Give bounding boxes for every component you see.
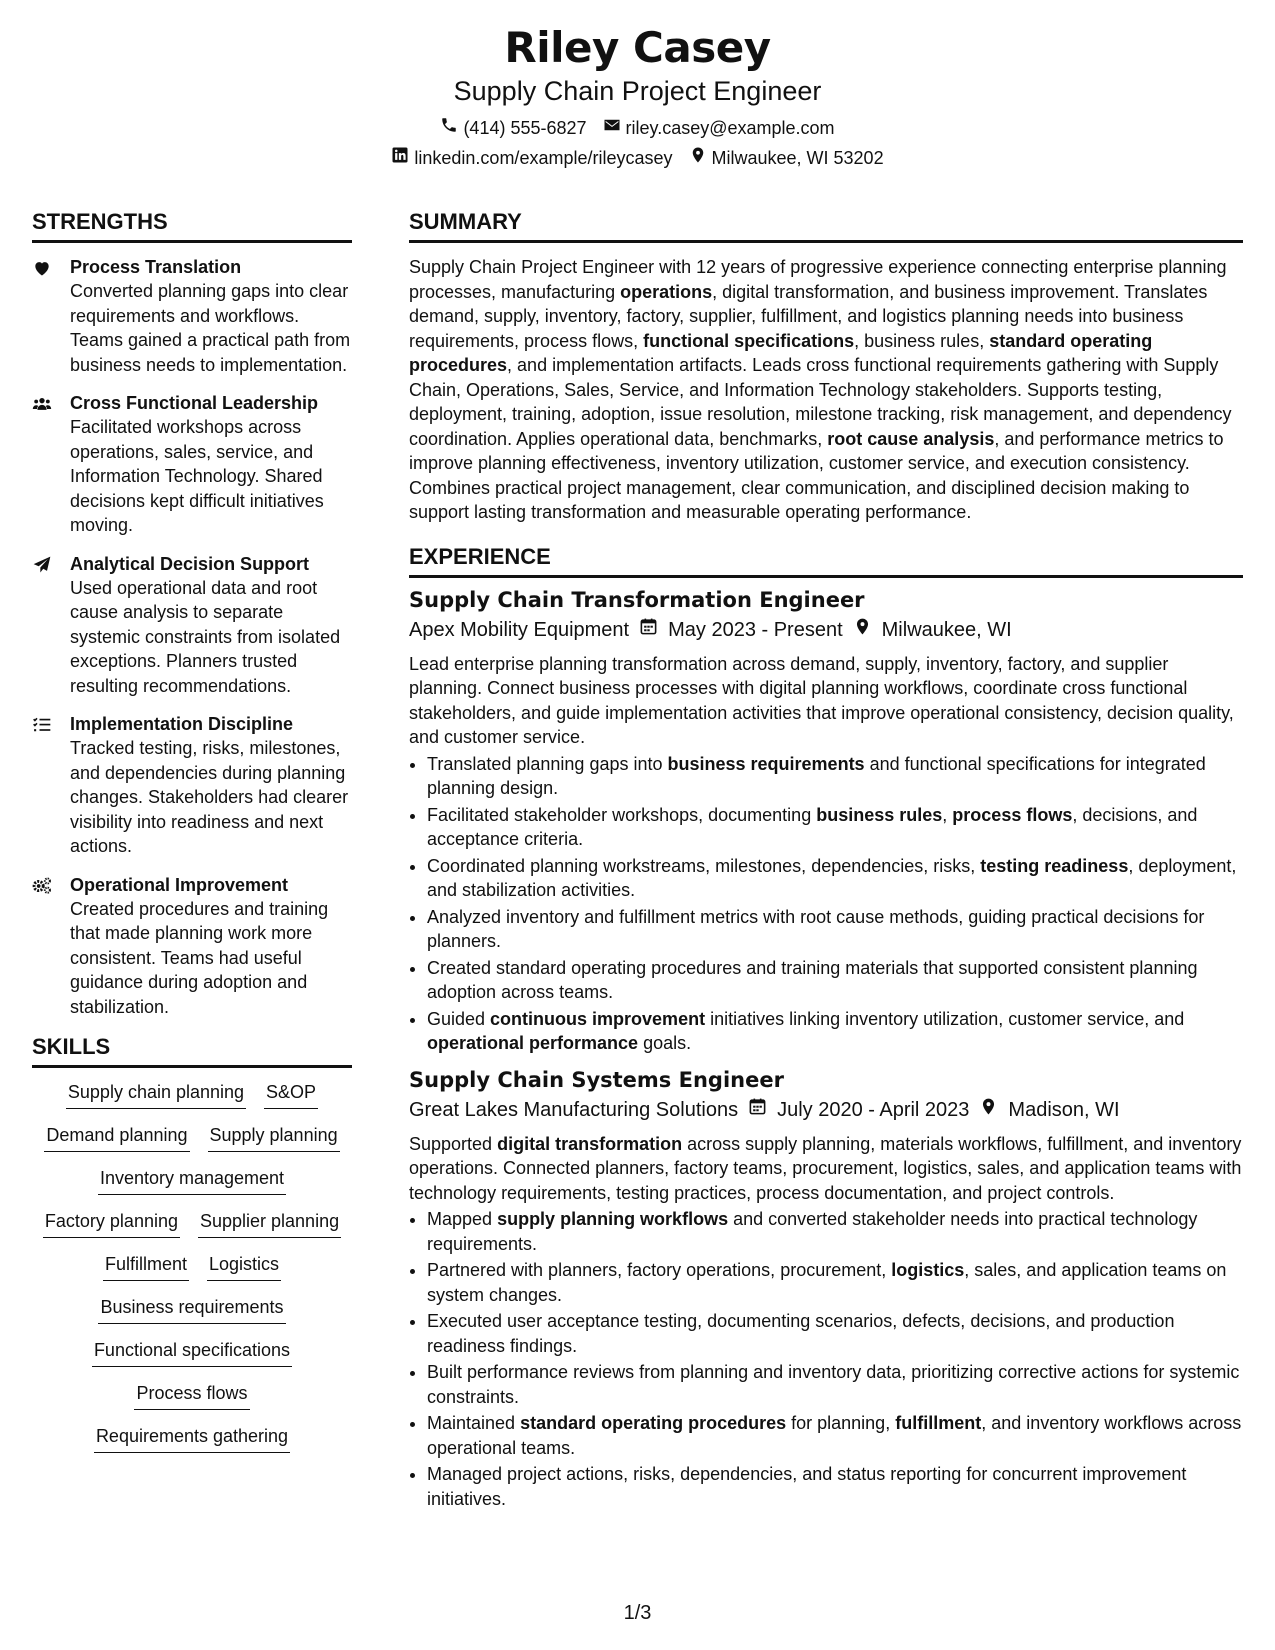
map-pin-icon <box>689 146 707 170</box>
job-location <box>853 616 1012 644</box>
job-bullets <box>409 752 1243 1056</box>
job-entry <box>409 1066 1243 1512</box>
skill-tag: Inventory management <box>98 1166 286 1195</box>
text-run: Mapped <box>427 1209 498 1229</box>
bold-keyword: standard operating procedures <box>409 330 1153 375</box>
skill-tag: Supply chain planning <box>66 1080 246 1109</box>
calendar-icon <box>639 616 658 644</box>
date-range: July 2020 - April 2023 <box>777 1098 970 1121</box>
candidate-title: Supply Chain Project Engineer <box>453 76 822 106</box>
strength-item <box>32 873 352 1020</box>
strength-description: Facilitated workshops across operations, sales, service, and Information Technology. Shared decisions kept difficult initiatives moving. <box>70 417 324 535</box>
envelope-icon <box>603 116 621 140</box>
skills-section <box>32 1033 352 1453</box>
bullet-item <box>427 1462 1243 1511</box>
text-run: and converted stakeholder needs into practical technology requirements. <box>427 1209 1198 1254</box>
text-run: , and performance metrics to improve planning effectiveness, inventory utilization, customer service, and execution consistency. Combines practical project management, clear communication, and disciplined decision making to support lasting transformation and measurable operating performance. <box>409 428 1224 522</box>
phone-text: (414) 555-6827 <box>463 118 587 138</box>
bullet-item <box>427 1258 1243 1307</box>
text-run: , <box>942 804 953 825</box>
job-title: Supply Chain Systems Engineer <box>409 1067 784 1092</box>
text-run: Managed project actions, risks, dependencies, and status reporting for concurrent improvement initiatives. <box>427 1464 1187 1509</box>
text-run: Created standard operating procedures and training materials that supported consistent planning adoption across teams. <box>427 957 1198 1002</box>
text-run: Supply Chain Project Engineer with 12 years of progressive experience connecting enterprise planning processes, manufacturing <box>409 257 1227 302</box>
text-run: Lead enterprise planning transformation across demand, supply, inventory, factory, and supplier planning. Connect business processes with digital planning workflows, coordinate cross functional stakeholders, and guide implementation activities that improve operational consistency, decision quality, and customer service. <box>409 653 1234 747</box>
skill-tag: Requirements gathering <box>94 1424 290 1453</box>
text-run: , and inventory workflows across operational teams. <box>427 1413 1242 1458</box>
bullet-item <box>427 1360 1243 1409</box>
job-dates <box>748 1096 969 1124</box>
bullet-item <box>427 905 1243 954</box>
email-text: riley.casey@example.com <box>625 118 835 138</box>
job-entry <box>409 586 1243 1056</box>
skills-list <box>32 1080 352 1453</box>
summary-heading: SUMMARY <box>409 208 1243 243</box>
strength-description: Converted planning gaps into clear requirements and workflows. Teams gained a practical path from business needs to implementation. <box>70 281 351 375</box>
bold-keyword: standard operating procedures <box>520 1413 787 1433</box>
skill-tag: Functional specifications <box>92 1338 292 1367</box>
bold-keyword: digital transformation <box>497 1133 683 1154</box>
skill-tag: Demand planning <box>44 1123 189 1152</box>
job-location <box>979 1096 1119 1124</box>
text-run: Translated planning gaps into <box>427 753 668 774</box>
text-run: and functional specifications for integrated planning design. <box>427 753 1206 798</box>
text-run: for planning, <box>786 1413 896 1433</box>
strength-item <box>32 712 352 859</box>
paper-plane-icon <box>32 552 70 699</box>
bold-keyword: operations <box>620 281 713 302</box>
gears-icon <box>32 873 70 1020</box>
strength-description: Tracked testing, risks, milestones, and dependencies during planning changes. Stakeholders had clearer visibility into readiness and next actions. <box>70 738 349 856</box>
skill-tag: Supply planning <box>208 1123 340 1152</box>
strength-name: Implementation Discipline <box>70 714 294 734</box>
job-meta <box>409 1096 1243 1124</box>
job-dates <box>639 616 843 644</box>
text-run: , business rules, <box>854 330 990 351</box>
location-text: Milwaukee, WI 53202 <box>711 148 884 168</box>
strength-item <box>32 552 352 699</box>
bold-keyword: testing readiness <box>980 855 1129 876</box>
strength-description: Used operational data and root cause analysis to separate systemic constraints from isolated exceptions. Planners trusted resulting recommendations. <box>70 577 341 696</box>
job-description <box>409 1132 1243 1206</box>
experience-heading: EXPERIENCE <box>409 543 1243 578</box>
date-range: May 2023 - Present <box>668 618 843 641</box>
text-run: Supported <box>409 1133 498 1154</box>
skill-tag: Process flows <box>134 1381 249 1410</box>
bullet-item <box>427 1411 1243 1460</box>
company-name: Apex Mobility Equipment <box>409 618 630 641</box>
bold-keyword: functional specifications <box>643 330 855 351</box>
text-run: Maintained <box>427 1413 521 1433</box>
company-name: Great Lakes Manufacturing Solutions <box>409 1098 739 1121</box>
bullet-item <box>427 1309 1243 1358</box>
strength-name: Analytical Decision Support <box>70 553 310 574</box>
contact-row-1 <box>0 116 1275 140</box>
text-run: , deployment, and stabilization activities. <box>427 855 1237 900</box>
bold-keyword: continuous improvement <box>490 1008 706 1029</box>
bullet-item <box>427 1007 1243 1056</box>
bullet-item <box>427 752 1243 801</box>
text-run: Guided <box>427 1008 491 1029</box>
strength-name: Cross Functional Leadership <box>70 393 319 413</box>
bold-keyword: business requirements <box>667 753 865 774</box>
email-contact[interactable] <box>603 116 835 140</box>
strength-item <box>32 391 352 538</box>
text-run: Built performance reviews from planning and inventory data, prioritizing corrective actions for systemic constraints. <box>427 1362 1240 1407</box>
strengths-heading: STRENGTHS <box>32 208 352 243</box>
bold-keyword: operational performance <box>427 1033 639 1053</box>
skill-tag: Supplier planning <box>198 1209 341 1238</box>
location-text: Milwaukee, WI <box>881 618 1012 641</box>
skill-tag: Factory planning <box>43 1209 180 1238</box>
strength-name: Process Translation <box>70 257 242 277</box>
bullet-item <box>427 1207 1243 1256</box>
summary-text <box>409 255 1243 525</box>
text-run: Coordinated planning workstreams, milestones, dependencies, risks, <box>427 855 981 876</box>
bullet-item <box>427 956 1243 1005</box>
job-bullets <box>409 1207 1243 1511</box>
map-pin-icon <box>979 1096 998 1124</box>
text-run: , sales, and application teams on system changes. <box>427 1260 1227 1305</box>
strength-name: Operational Improvement <box>70 874 289 895</box>
list-check-icon <box>32 712 70 859</box>
text-run: Executed user acceptance testing, documenting scenarios, defects, decisions, and production readiness findings. <box>427 1311 1175 1356</box>
bold-keyword: root cause analysis <box>827 428 995 449</box>
text-run: Analyzed inventory and fulfillment metrics with root cause methods, guiding practical decisions for planners. <box>427 906 1205 951</box>
skill-tag: Fulfillment <box>103 1252 189 1281</box>
bold-keyword: process flows <box>952 804 1073 825</box>
text-run: , digital transformation, and business improvement. Translates demand, supply, inventory, factory, supplier, fulfillment, and logistics planning needs into business requirements, process flows, <box>409 281 1208 351</box>
skill-tag: S&OP <box>264 1080 318 1109</box>
candidate-name: Riley Casey <box>504 23 771 72</box>
experience-list <box>409 586 1243 1512</box>
skill-tag: Logistics <box>207 1252 281 1281</box>
text-run: Facilitated stakeholder workshops, documenting <box>427 804 817 825</box>
job-meta <box>409 616 1243 644</box>
bold-keyword: logistics <box>891 1260 965 1280</box>
users-icon <box>32 391 70 538</box>
page-number: 1/3 <box>623 1602 652 1624</box>
skills-heading: SKILLS <box>32 1033 352 1068</box>
text-run: across supply planning, materials workflows, fulfillment, and inventory operations. Connected planners, factory teams, procurement, logistics, sales, and application teams with technology requirements, testing practices, process documentation, and project controls. <box>409 1133 1242 1203</box>
skill-tag: Business requirements <box>98 1295 285 1324</box>
job-title: Supply Chain Transformation Engineer <box>409 587 865 612</box>
job-description <box>409 652 1243 750</box>
text-run: , and implementation artifacts. Leads cross functional requirements gathering with Supply Chain, Operations, Sales, Service, and Information Technology stakeholders. Supports testing, deployment, training, adoption, issue resolution, milestone tracking, risk management, and dependency coordination. Applies operational data, benchmarks, <box>409 355 1232 449</box>
strength-item <box>32 255 352 377</box>
text-run: goals. <box>638 1033 692 1053</box>
bold-keyword: fulfillment <box>895 1413 982 1433</box>
linkedin-icon <box>391 146 409 170</box>
linkedin-contact[interactable] <box>391 146 672 170</box>
right-column <box>409 208 1243 1513</box>
bullet-item <box>427 803 1243 852</box>
phone-contact[interactable] <box>440 116 586 140</box>
location-text: Madison, WI <box>1008 1098 1120 1121</box>
left-column <box>32 208 352 1453</box>
text-run: initiatives linking inventory utilization, customer service, and <box>705 1008 1185 1029</box>
text-run: , decisions, and acceptance criteria. <box>427 804 1198 849</box>
text-run: Partnered with planners, factory operations, procurement, <box>427 1260 892 1280</box>
contact-row-2 <box>0 146 1275 170</box>
linkedin-text: linkedin.com/example/rileycasey <box>414 148 673 168</box>
location-contact <box>689 146 884 170</box>
resume-header <box>0 22 1275 170</box>
heart-icon <box>32 255 70 377</box>
calendar-icon <box>748 1096 767 1124</box>
bold-keyword: business rules <box>816 804 943 825</box>
map-pin-icon <box>853 616 872 644</box>
strength-description: Created procedures and training that made planning work more consistent. Teams had useful guidance during adoption and stabilization. <box>70 898 329 1017</box>
bullet-item <box>427 854 1243 903</box>
phone-icon <box>440 116 458 140</box>
bold-keyword: supply planning workflows <box>497 1209 729 1229</box>
